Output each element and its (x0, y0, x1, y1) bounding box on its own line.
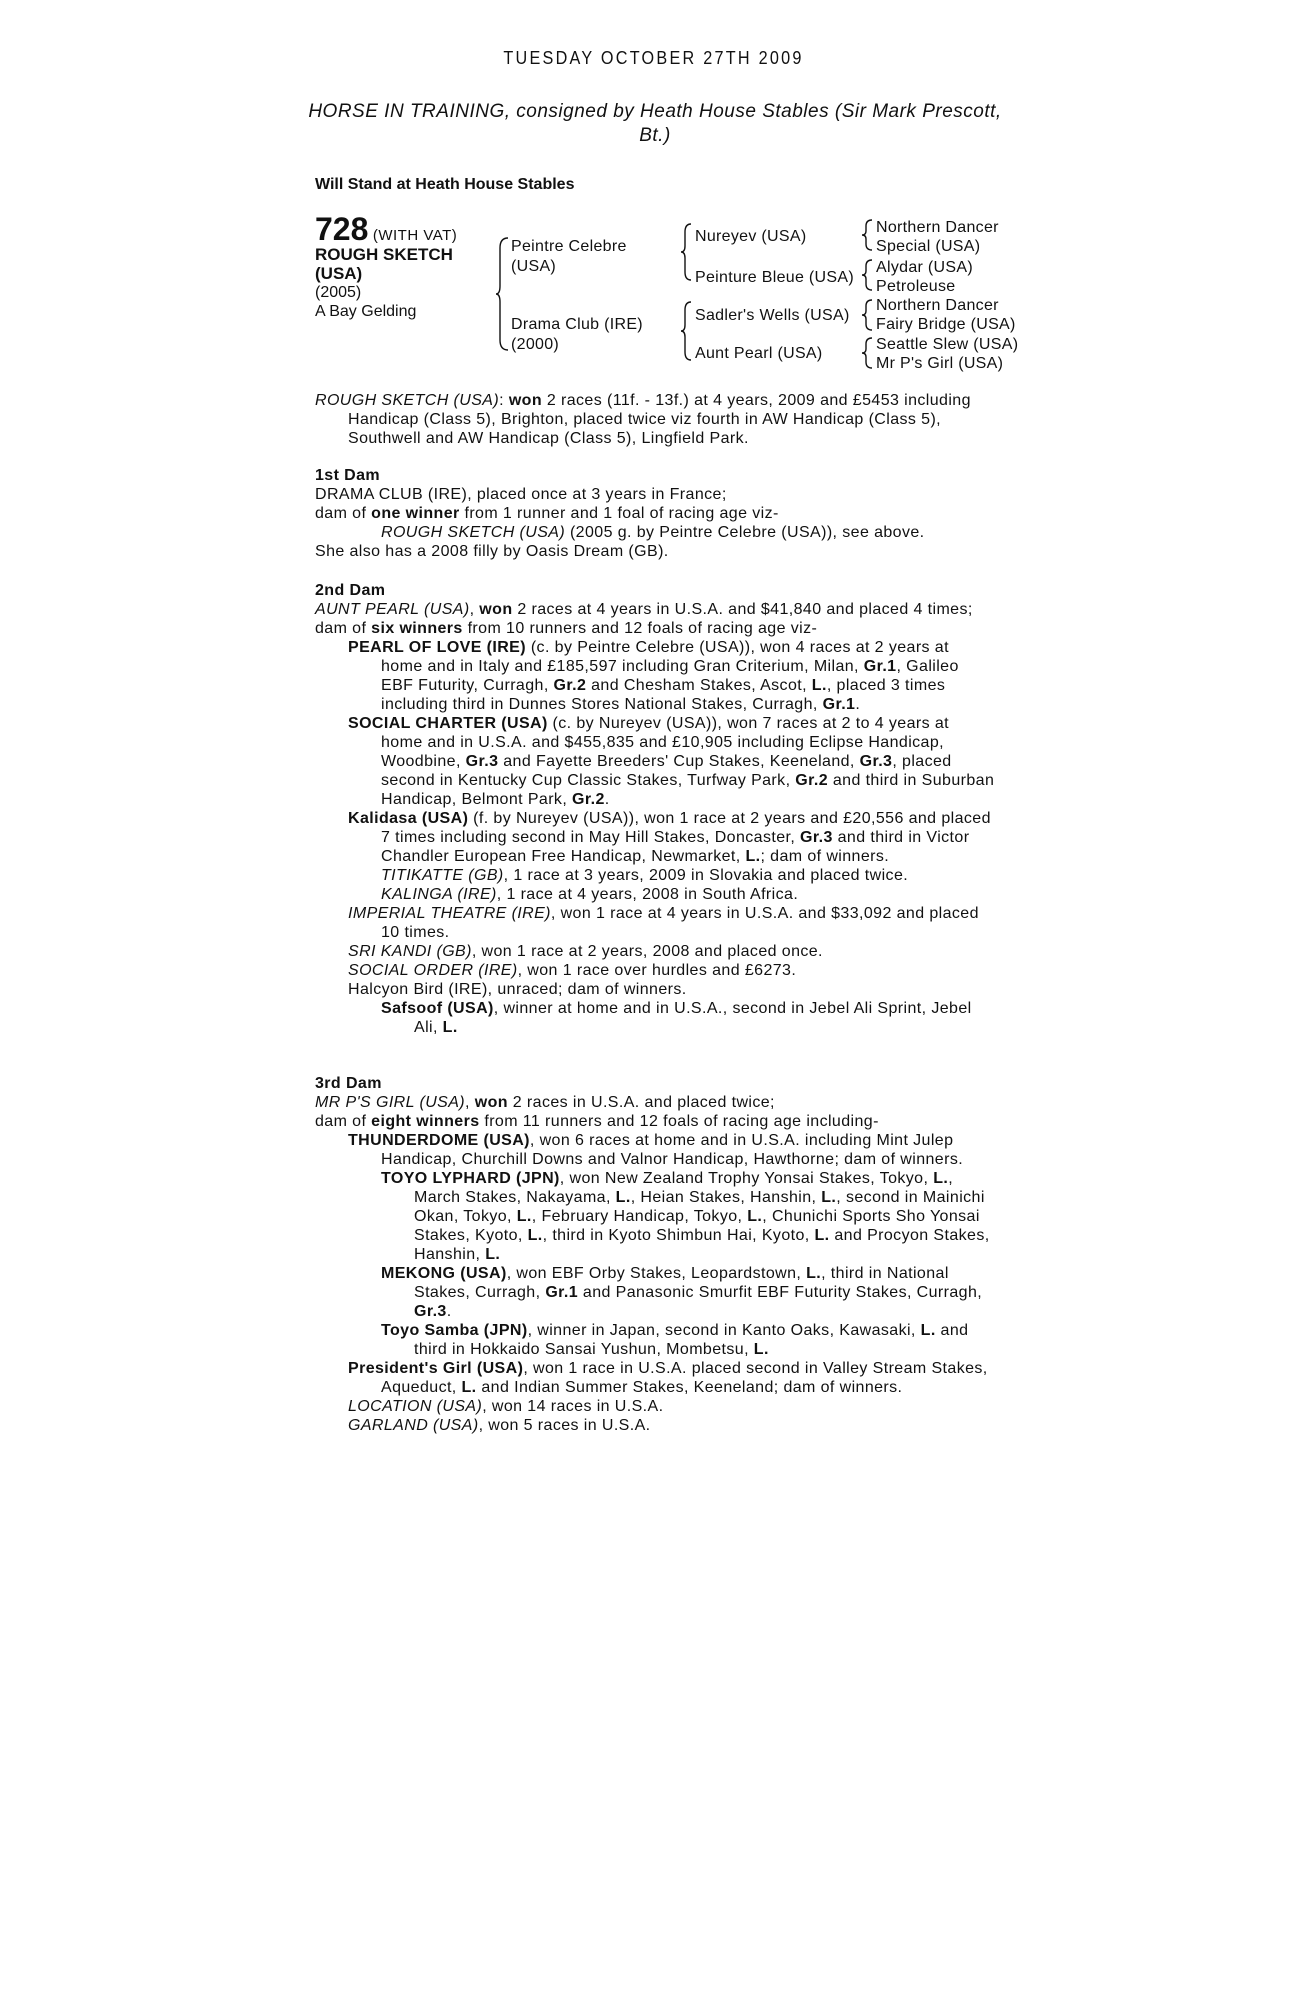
text-dam2-kal-l: L. (745, 848, 761, 865)
pedigree-dam-line1: Drama Club (IRE) (511, 316, 643, 333)
text-dam3-l1a: MR P'S GIRL (USA) (315, 1094, 466, 1111)
text-dam3-toyo-t2: , March Stakes, Nakayama, (414, 1170, 954, 1206)
pedigree-sire-sire: Nureyev (USA) (695, 228, 807, 245)
text-dam3-toyo-t6: , Chunichi Sports Sho Yonsai Stakes, Kyoto, (414, 1208, 980, 1244)
text-dam2-pearl-t5: . (855, 696, 861, 713)
text-dam3-mek-t1: , won EBF Orby Stakes, Leopardstown, (506, 1265, 807, 1282)
text-dam3-l2b: eight winners (371, 1113, 480, 1130)
second-dam-heading: 2nd Dam (315, 582, 386, 599)
text-dam2-kal-t1: (f. by Nureyev (USA)), won 1 race at 2 years and £20,556 and placed 7 times including second in May Hill Stakes, Doncaster, (381, 810, 991, 846)
text-dam3-mek-t4: . (446, 1303, 452, 1320)
pedigree-ds-sire: Northern Dancer (876, 297, 999, 314)
text-dam2-saf-t1: , winner at home and in U.S.A., second in Jebel Ali Sprint, Jebel Ali, (414, 1000, 972, 1036)
text-dam3-thu-t: , won 6 races at home and in U.S.A. including Mint Julep Handicap, Churchill Downs and Valnor Handicap, Hawthorne; dam of winners. (381, 1132, 964, 1168)
summary-horse-name: ROUGH SKETCH (USA) (315, 392, 500, 409)
text-dam3-toyo-l1: L. (933, 1170, 949, 1187)
text-dam3-samba-t1: , winner in Japan, second in Kanto Oaks, Kawasaki, (527, 1322, 921, 1339)
text-dam3-toyo-l5: L. (747, 1208, 763, 1225)
text-dam2-pearl-t3: and Chesham Stakes, Ascot, (586, 677, 812, 694)
text-dam2-saf-name: Safsoof (USA) (381, 1000, 494, 1017)
text-dam1-l2b: one winner (371, 505, 460, 522)
text-dam3-toyo-t8: and Procyon Stakes, Hanshin, (414, 1227, 990, 1263)
text-dam2-pearl-l: L. (811, 677, 827, 694)
text-dam2-l1c: won (479, 601, 513, 618)
text-dam3-pres-l1: L. (461, 1379, 477, 1396)
pedigree-dd-dam: Mr P's Girl (USA) (876, 355, 1004, 372)
lot-block (315, 211, 458, 321)
text-dam2-kal-t3: ; dam of winners. (760, 848, 890, 865)
text-dam2-social-t4: and third in Suburban Handicap, Belmont Park, (381, 772, 995, 808)
summary-won: won (508, 392, 543, 409)
text-dam2-imp-name: IMPERIAL THEATRE (IRE) (348, 905, 551, 922)
text-dam3-samba-l2: L. (753, 1341, 769, 1358)
text-dam2-tit-t: , 1 race at 3 years, 2009 in Slovakia and placed twice. (503, 867, 909, 884)
text-dam2-social-g4: Gr.2 (572, 791, 605, 808)
pedigree-bracket-sd (862, 258, 874, 292)
entry-halcyon-bird: Halcyon Bird (IRE), unraced; dam of winners. (348, 981, 687, 998)
pedigree-bracket-dd (862, 336, 874, 370)
second-dam-line (315, 600, 995, 619)
text-dam1-l2c: from 1 runner and 1 foal of racing age viz- (459, 505, 779, 522)
text-dam3-l1c: won (474, 1094, 508, 1111)
text-dam3-mek-l1: L. (806, 1265, 822, 1282)
pedigree-sire-line2: (USA) (511, 258, 557, 275)
entry-presidents-girl (315, 1359, 995, 1397)
pedigree-bracket-ss (862, 218, 874, 252)
horse-name-line1: ROUGH SKETCH (315, 245, 453, 264)
text-dam3-mek-t3: and Panasonic Smurfit EBF Futurity Stakes, Curragh, (578, 1284, 983, 1301)
text-dam3-mek-g1: Gr.1 (545, 1284, 579, 1301)
pedigree-bracket-dam (681, 300, 693, 362)
entry-garland (315, 1416, 995, 1435)
entry-social-order (315, 961, 995, 980)
text-dam2-imp-t: , won 1 race at 4 years in U.S.A. and $33,092 and placed 10 times. (381, 905, 979, 941)
second-dam-produce (315, 619, 995, 638)
text-dam3-pres-t2: and Indian Summer Stakes, Keeneland; dam of winners. (476, 1379, 903, 1396)
text-dam2-l1a: AUNT PEARL (USA) (315, 601, 470, 618)
pedigree-dam-dam: Aunt Pearl (USA) (695, 345, 823, 362)
pedigree-sd-dam: Petroleuse (876, 278, 956, 295)
entry-sri-kandi (315, 942, 995, 961)
entry-thunderdome (315, 1131, 995, 1169)
text-dam2-l2a: dam of (315, 620, 372, 637)
text-dam3-thu-name: THUNDERDOME (USA) (348, 1132, 530, 1149)
text-dam2-kal-t2: and third in Victor Chandler European Free Handicap, Newmarket, (381, 829, 970, 865)
text-dam3-l1d: 2 races in U.S.A. and placed twice; (507, 1094, 775, 1111)
entry-imperial-theatre (315, 904, 995, 942)
text-dam3-toyo-name: TOYO LYPHARD (JPN) (381, 1170, 560, 1187)
entry-kalidasa (315, 809, 995, 866)
entry-location (315, 1397, 995, 1416)
text-dam1-l2a: dam of (315, 505, 372, 522)
third-dam-section (315, 1074, 995, 1435)
sale-date: TUESDAY OCTOBER 27TH 2009 (503, 48, 804, 68)
text-dam3-toyo-l4: L. (516, 1208, 532, 1225)
first-dam-section (315, 466, 995, 561)
pedigree-dam-line2: (2000) (511, 336, 560, 353)
entry-toyo-lyphard (315, 1169, 995, 1264)
text-dam2-pearl-g1: Gr.1 (863, 658, 897, 675)
third-dam-line (315, 1093, 995, 1112)
pedigree-sd-sire: Alydar (USA) (876, 259, 973, 276)
text-dam2-kal-name: Kalidasa (USA) (348, 810, 469, 827)
pedigree-dam-sire: Sadler's Wells (USA) (695, 307, 850, 324)
text-dam3-mek-name: MEKONG (USA) (381, 1265, 507, 1282)
text-dam2-l2b: six winners (371, 620, 463, 637)
text-dam2-kalinga-t: , 1 race at 4 years, 2008 in South Africa. (496, 886, 799, 903)
first-dam-heading: 1st Dam (315, 467, 381, 484)
text-dam3-pres-name: President's Girl (USA) (348, 1360, 524, 1377)
text-dam2-social-g3: Gr.2 (795, 772, 828, 789)
first-dam-foal (315, 523, 995, 542)
text-dam2-pearl-name: PEARL OF LOVE (IRE) (348, 639, 526, 656)
text-dam2-social-g2: Gr.3 (859, 753, 893, 770)
pedigree-ds-dam: Fairy Bridge (USA) (876, 316, 1016, 333)
text-dam3-samba-name: Toyo Samba (JPN) (381, 1322, 528, 1339)
pedigree-sire-dam: Peinture Bleue (USA) (695, 269, 854, 286)
text-dam2-pearl-g3: Gr.1 (822, 696, 856, 713)
text-dam2-pearl-t1: (c. by Peintre Celebre (USA)), won 4 races at 2 years at home and in Italy and £185,597 including Gran Criterium, Milan, (381, 639, 949, 675)
text-dam1-l3a: ROUGH SKETCH (USA) (381, 524, 566, 541)
text-dam3-toyo-l2: L. (615, 1189, 631, 1206)
third-dam-produce (315, 1112, 995, 1131)
text-dam3-l2c: from 11 runners and 12 foals of racing age including- (479, 1113, 879, 1130)
text-dam2-kalinga-name: KALINGA (IRE) (381, 886, 497, 903)
text-dam3-samba-t2: and third in Hokkaido Sansai Yushun, Mombetsu, (414, 1322, 969, 1358)
text-dam2-soc-name: SOCIAL ORDER (IRE) (348, 962, 518, 979)
text-dam2-social-t3: , placed second in Kentucky Cup Classic Stakes, Turfway Park, (381, 753, 952, 789)
second-dam-section (315, 581, 995, 1037)
text-dam2-pearl-t4: , placed 3 times including third in Dunnes Stores National Stakes, Curragh, (381, 677, 946, 713)
pedigree-sire-line1: Peintre Celebre (511, 238, 627, 255)
entry-kalinga (315, 885, 995, 904)
race-summary: ROUGH SKETCH (USA): won 2 races (11f. - 13f.) at 4 years, 2009 and £5453 including Handicap (Class 5), Brighton, placed twice viz fourth in AW Handicap (Class 5), Southwell and AW Handicap (Class 5), Lingfield Park. (315, 392, 971, 447)
text-dam2-social-t2: and Fayette Breeders' Cup Stakes, Keeneland, (498, 753, 860, 770)
lot-number: 728 (315, 211, 369, 247)
text-dam3-samba-l1: L. (920, 1322, 936, 1339)
text-dam2-tit-name: TITIKATTE (GB) (381, 867, 504, 884)
entry-pearl-of-love (315, 638, 995, 714)
text-dam3-gar-name: GARLAND (USA) (348, 1417, 479, 1434)
text-dam3-toyo-t7: , third in Kyoto Shimbun Hai, Kyoto, (542, 1227, 815, 1244)
text-dam2-l2c: from 10 runners and 12 foals of racing age viz- (462, 620, 818, 637)
text-dam3-toyo-t3: , Heian Stakes, Hanshin, (630, 1189, 822, 1206)
text-dam3-gar-t: , won 5 races in U.S.A. (478, 1417, 651, 1434)
pedigree-bracket-main (496, 236, 510, 352)
text-dam3-loc-name: LOCATION (USA) (348, 1398, 483, 1415)
text-dam2-social-name: SOCIAL CHARTER (USA) (348, 715, 548, 732)
vat-note: (WITH VAT) (372, 227, 458, 244)
text-dam3-toyo-l7: L. (814, 1227, 830, 1244)
text-dam2-l1d: 2 races at 4 years in U.S.A. and $41,840 and placed 4 times; (512, 601, 973, 618)
pedigree-dd-sire: Seattle Slew (USA) (876, 336, 1019, 353)
text-dam2-kal-g1: Gr.3 (800, 829, 833, 846)
entry-titikatte (315, 866, 995, 885)
first-dam-line: DRAMA CLUB (IRE), placed once at 3 years in France; (315, 486, 727, 503)
text-dam2-sri-t: , won 1 race at 2 years, 2008 and placed once. (471, 943, 823, 960)
consignment-line: HORSE IN TRAINING, consigned by Heath House Stables (Sir Mark Prescott, Bt.) (308, 101, 1002, 146)
stand-location: Will Stand at Heath House Stables (315, 176, 575, 193)
text-dam2-social-g1: Gr.3 (465, 753, 499, 770)
horse-description: A Bay Gelding (315, 303, 417, 320)
first-dam-note: She also has a 2008 filly by Oasis Dream (GB). (315, 543, 669, 560)
text-dam3-l1b: , (465, 1094, 475, 1111)
pedigree-bracket-ds (862, 298, 874, 332)
text-dam3-toyo-t1: , won New Zealand Trophy Yonsai Stakes, Tokyo, (559, 1170, 934, 1187)
text-dam3-toyo-l6: L. (527, 1227, 543, 1244)
text-dam3-mek-g2: Gr.3 (414, 1303, 447, 1320)
text-dam2-pearl-t2: , Galileo EBF Futurity, Curragh, (381, 658, 959, 694)
third-dam-heading: 3rd Dam (315, 1075, 382, 1092)
pedigree-ss-sire: Northern Dancer (876, 219, 999, 236)
foaling-year: (2005) (315, 284, 362, 301)
text-dam3-toyo-t5: , February Handicap, Tokyo, (531, 1208, 748, 1225)
entry-safsoof (315, 999, 995, 1037)
horse-name-line2: (USA) (315, 264, 363, 283)
text-dam3-toyo-t4: , second in Mainichi Okan, Tokyo, (414, 1189, 985, 1225)
first-dam-produce (315, 504, 995, 523)
text-dam1-l3b: (2005 g. by Peintre Celebre (USA)), see above. (565, 524, 925, 541)
text-dam3-loc-t: , won 14 races in U.S.A. (482, 1398, 664, 1415)
pedigree-ss-dam: Special (USA) (876, 238, 981, 255)
text-dam3-toyo-l8: L. (485, 1246, 501, 1263)
summary-text: 2 races (11f. - 13f.) at 4 years, 2009 and £5453 including Handicap (Class 5), Brighton, placed twice viz fourth in AW Handicap (Class 5), Southwell and AW Handicap (Class 5), Lingfield Park. (348, 392, 971, 447)
text-dam3-pres-t1: , won 1 race in U.S.A. placed second in Valley Stream Stakes, Aqueduct, (381, 1360, 988, 1396)
text-dam3-mek-t2: , third in National Stakes, Curragh, (414, 1265, 949, 1301)
text-dam2-social-t5: . (604, 791, 610, 808)
text-dam3-l2a: dam of (315, 1113, 372, 1130)
text-dam3-toyo-l3: L. (821, 1189, 837, 1206)
text-dam2-soc-t: , won 1 race over hurdles and £6273. (517, 962, 797, 979)
text-dam2-saf-l: L. (442, 1019, 458, 1036)
text-dam2-sri-name: SRI KANDI (GB) (348, 943, 472, 960)
entry-mekong (315, 1264, 995, 1321)
pedigree-bracket-sire (681, 222, 693, 282)
entry-social-charter (315, 714, 995, 809)
text-dam2-social-t1: (c. by Nureyev (USA)), won 7 races at 2 to 4 years at home and in U.S.A. and $455,835 and £10,905 including Eclipse Handicap, Woodbine, (381, 715, 949, 770)
entry-toyo-samba (315, 1321, 995, 1359)
text-dam2-pearl-g2: Gr.2 (553, 677, 587, 694)
text-dam2-l1b: , (469, 601, 480, 618)
